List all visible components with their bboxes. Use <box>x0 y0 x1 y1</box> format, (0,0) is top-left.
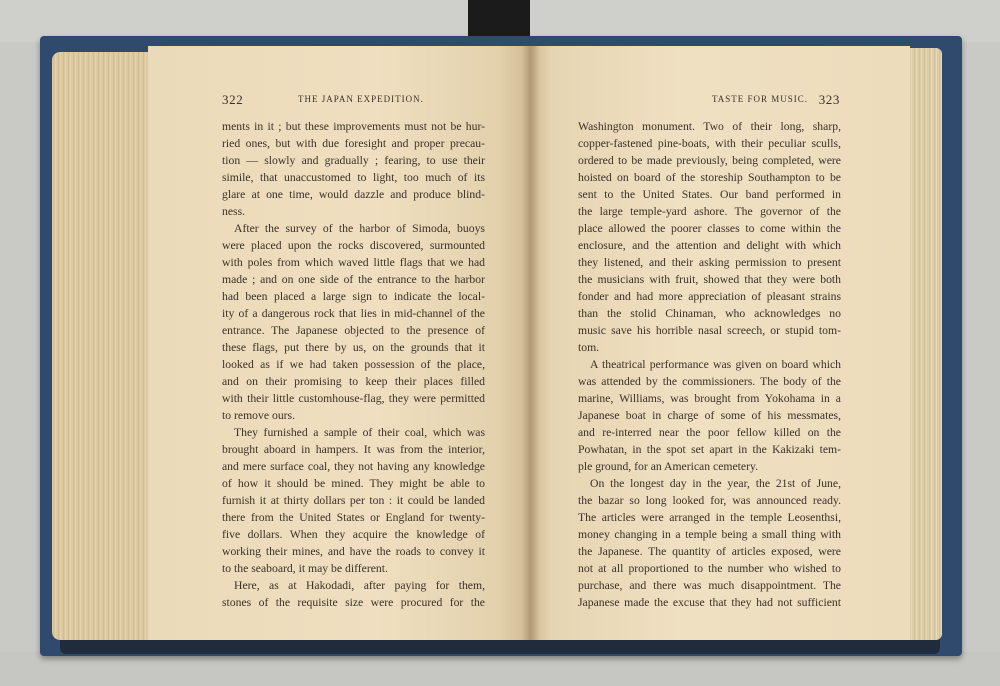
text-line: the large temple-yard ashore. The governor of the <box>578 205 841 218</box>
text-line: with poles from which waved little flags that we had <box>222 256 485 269</box>
background-bottom <box>0 652 1000 686</box>
text-line: were placed upon the rocks discovered, surmounted <box>222 239 485 252</box>
text-line: to the seaboard, it may be different. <box>222 562 388 575</box>
text-line: and mere surface coal, they not having any knowledge <box>222 460 485 473</box>
text-line: tion — slowly and gradually ; fearing, to use their <box>222 154 485 167</box>
text-line: the musicians with fruit, showed that they were both <box>578 273 841 286</box>
book-gutter <box>522 46 540 640</box>
text-line: brought aboard in hampers. It was from the interior, <box>222 443 485 456</box>
running-head-title-left: THE JAPAN EXPEDITION. <box>298 94 424 104</box>
text-line: The articles were arranged in the temple Leosenthsi, <box>578 511 841 524</box>
text-line: there from the United States or England for twenty- <box>222 511 485 524</box>
text-line: money changing in a temple being a small thing with <box>578 528 841 541</box>
text-line: ple ground, for an American cemetery. <box>578 460 758 473</box>
text-line: ness. <box>222 205 246 218</box>
text-line: hoisted on board of the storeship Southampton to be <box>578 171 841 184</box>
text-line: stones of the requisite size were procured for the <box>222 596 485 609</box>
text-line: entrance. The Japanese objected to the presence of <box>222 324 485 337</box>
text-line: not at all proportioned to the number who wished to <box>578 562 841 575</box>
text-line: Japanese boat in charge of some of his messmates, <box>578 409 841 422</box>
text-line: glare at one time, would dazzle and produce blind- <box>222 188 485 201</box>
text-line: the bazar so long looked for, was announced ready. <box>578 494 841 507</box>
text-line: ried ones, but with due foresight and proper precau- <box>222 137 485 150</box>
text-line: A theatrical performance was given on board which <box>590 358 841 371</box>
text-line: than the stolid Chinaman, who acknowledges no <box>578 307 841 320</box>
text-line: and re-interred near the poor fellow killed on the <box>578 426 841 439</box>
text-line: Washington monument. Two of their long, sharp, <box>578 120 841 133</box>
page-edges-right <box>908 48 942 640</box>
page-number-left: 322 <box>222 92 244 107</box>
text-line: copper-fastened pine-boats, with their peculiar sculls, <box>578 137 841 150</box>
text-line: enclosure, and the attention and delight with which <box>578 239 841 252</box>
text-line: place allowed the poorer classes to come within the <box>578 222 841 235</box>
text-line: tom. <box>578 341 600 354</box>
text-line: On the longest day in the year, the 21st of June, <box>590 477 841 490</box>
running-head-left <box>222 94 486 110</box>
text-line: looked as if we had taken possession of the place, <box>222 358 485 371</box>
page-edges-left <box>52 52 152 640</box>
text-line: the Japanese. The quantity of articles exposed, were <box>578 545 841 558</box>
text-line: of how it should be mined. They might be able to <box>222 477 485 490</box>
text-line: they listened, and their asking permission to present <box>578 256 841 269</box>
text-line: with their little customhouse-flag, they were permitted <box>222 392 485 405</box>
text-line: working their mines, and have the roads to convey it <box>222 545 485 558</box>
text-line: music save his horrible nasal screech, or stupid tom- <box>578 324 841 337</box>
left-page-text <box>222 118 485 611</box>
page-number-right: 323 <box>818 92 840 107</box>
text-line: furnish it at thirty dollars per ton : it could be landed <box>222 494 485 507</box>
text-line: sent to the United States. Our band performed in <box>578 188 841 201</box>
text-line: Japanese made the excuse that they had not sufficient <box>578 596 841 609</box>
text-line: ordered to be made previously, being completed, were <box>578 154 841 167</box>
text-line: five dollars. When they acquire the knowledge of <box>222 528 485 541</box>
text-line: ments in it ; but these improvements must not be hur- <box>222 120 485 133</box>
running-head-right <box>576 94 840 110</box>
text-line: purchase, and there was much disappointment. The <box>578 579 841 592</box>
text-line: After the survey of the harbor of Simoda, buoys <box>234 222 485 235</box>
text-line: made ; and on one side of the entrance to the harbor <box>222 273 485 286</box>
text-line: and on their promising to keep their places filled <box>222 375 485 388</box>
text-line: marine, Williams, was brought from Yokohama in a <box>578 392 841 405</box>
left-page <box>148 46 530 640</box>
text-line: was attended by the commissioners. The body of the <box>578 375 841 388</box>
text-line: Powhatan, in the spot set apart in the Kakizaki tem- <box>578 443 841 456</box>
text-line: ity of a dangerous rock that lies in mid-channel of the <box>222 307 485 320</box>
text-line: to remove ours. <box>222 409 296 422</box>
text-line: these flags, put there by us, on the grounds that it <box>222 341 485 354</box>
text-line: fonder and had more appreciation of pleasant strains <box>578 290 841 303</box>
text-line: simile, that unaccustomed to light, too much of its <box>222 171 485 184</box>
text-line: Here, as at Hakodadi, after paying for them, <box>234 579 485 592</box>
text-line: had been placed a large sign to indicate the local- <box>222 290 485 303</box>
right-page <box>530 46 910 640</box>
right-page-text <box>578 118 841 611</box>
text-line: They furnished a sample of their coal, which was <box>234 426 485 439</box>
running-head-title-right: TASTE FOR MUSIC. <box>712 94 809 104</box>
